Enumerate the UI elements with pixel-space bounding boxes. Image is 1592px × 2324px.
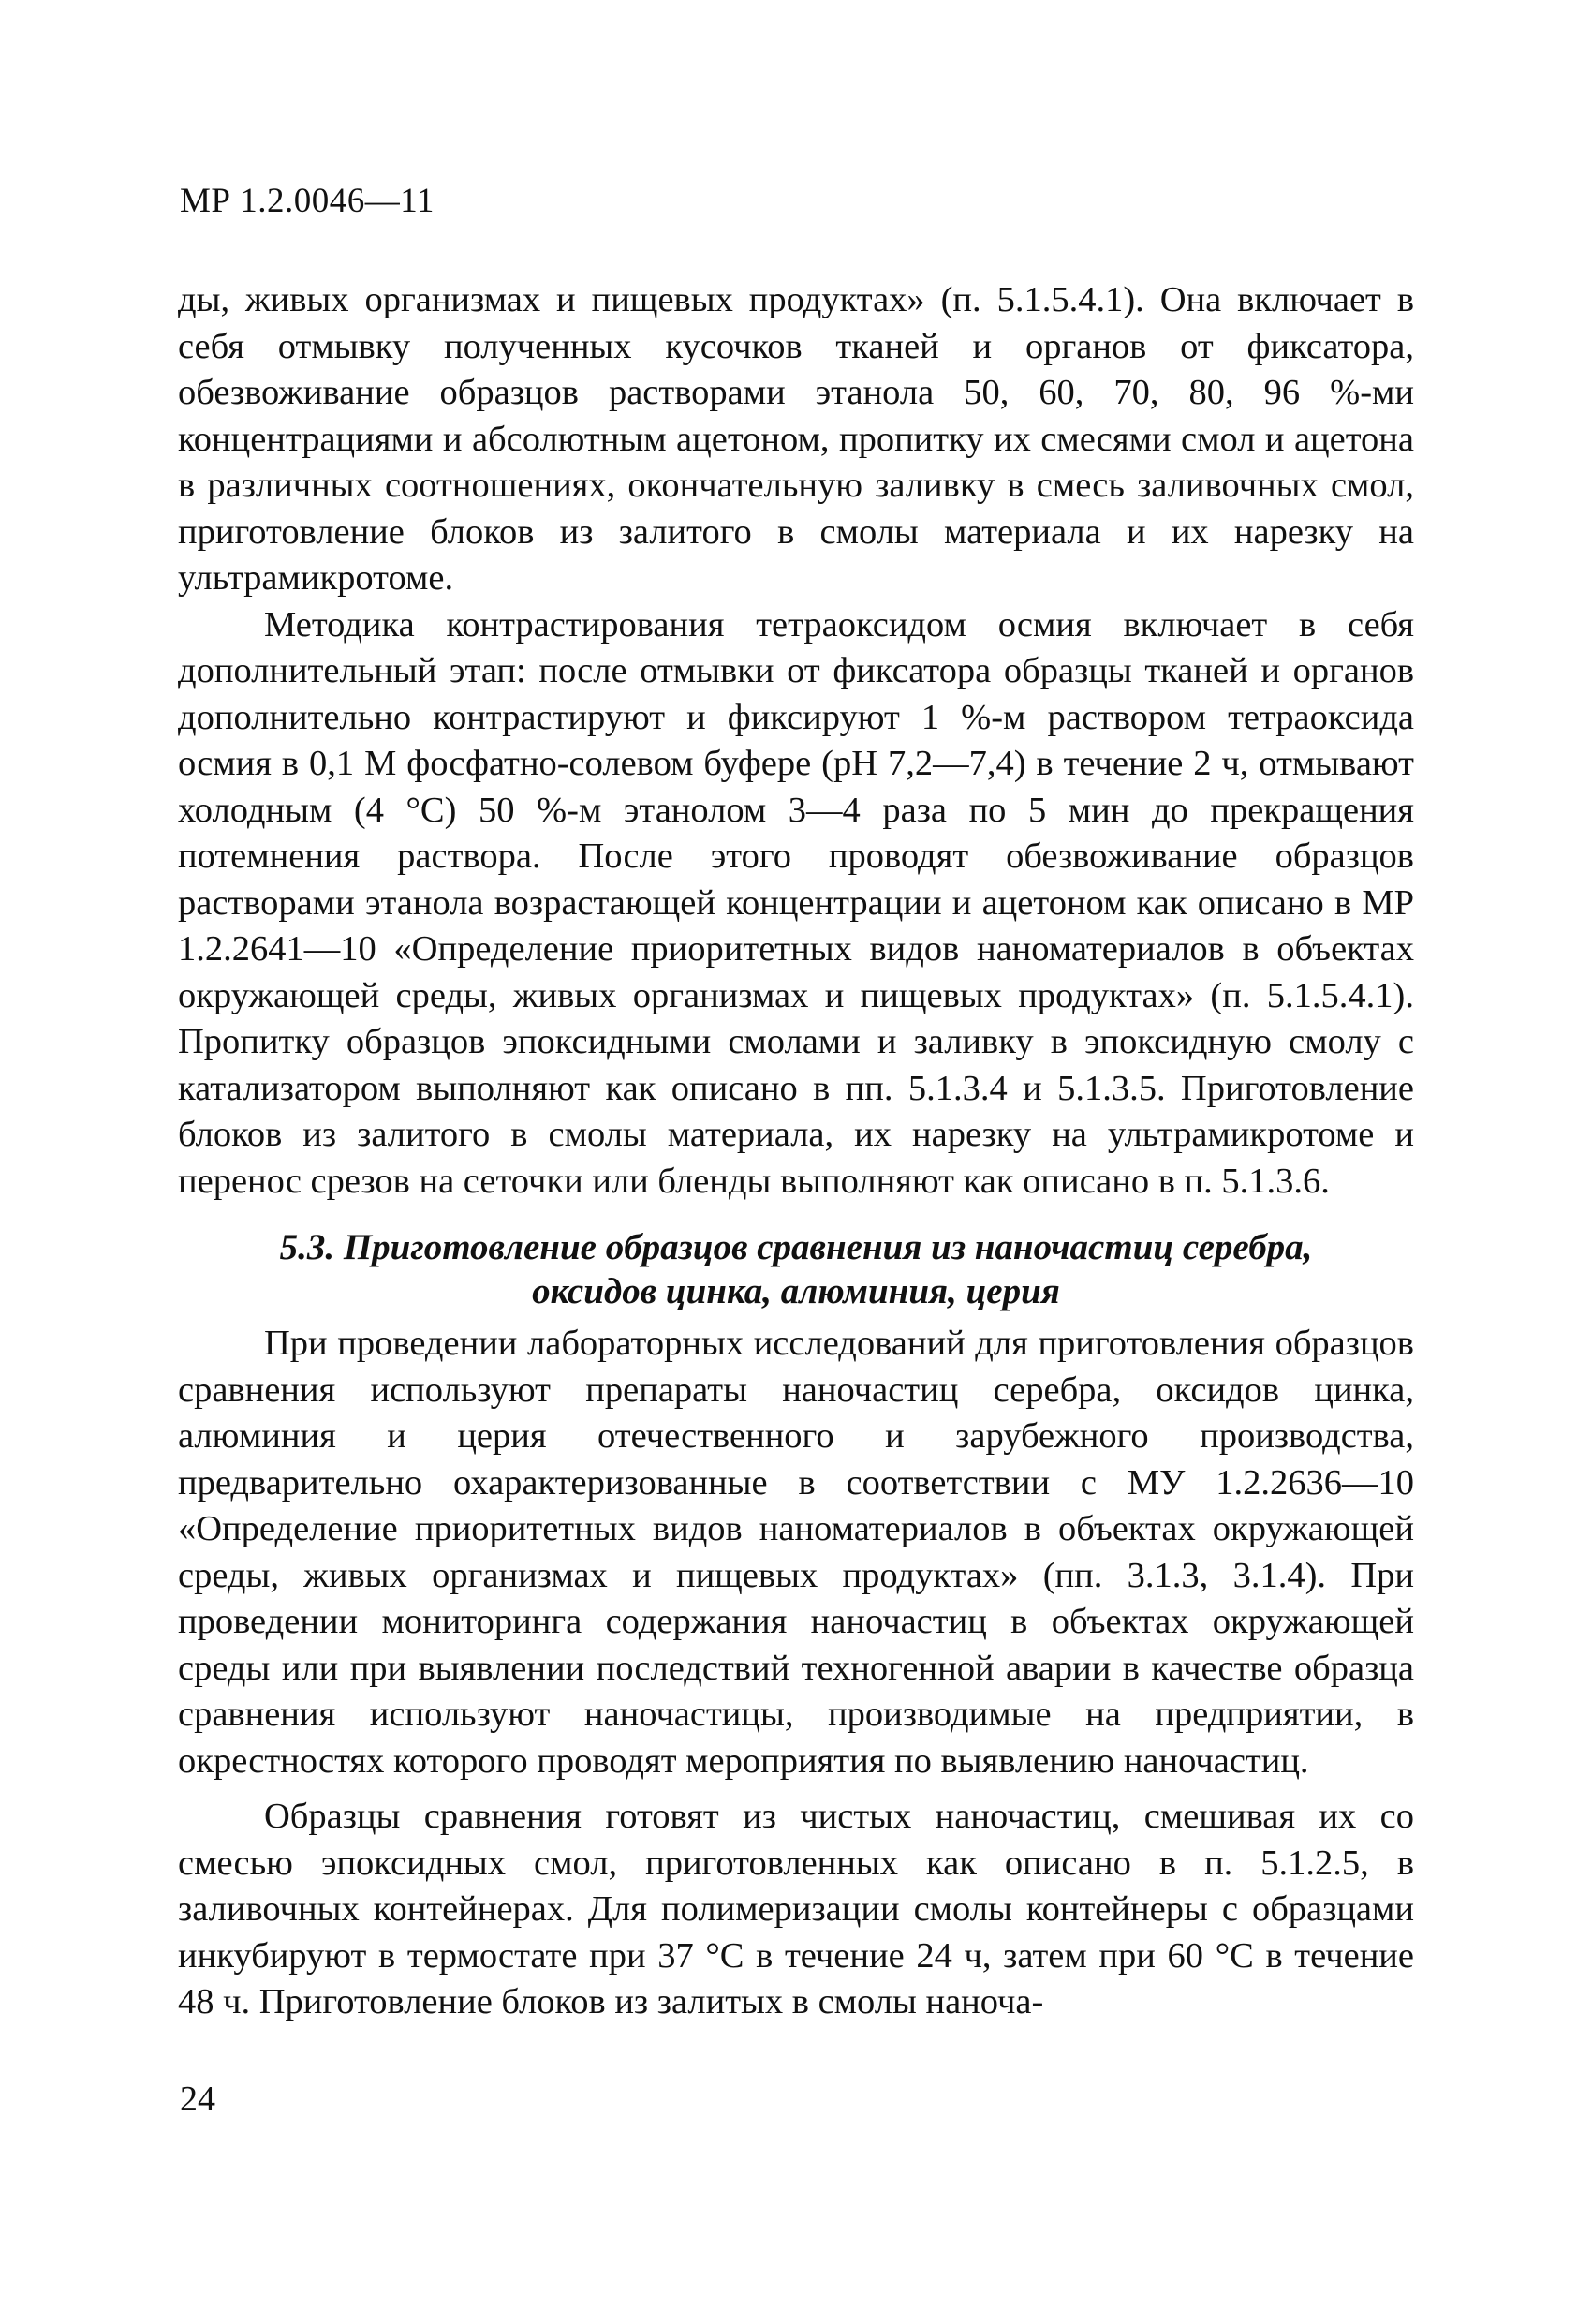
paragraph-sample-preparation: Образцы сравнения готовят из чистых наночастиц, смешивая их со смесью эпоксидных смол, приготовленных как описано в п. 5.1.2.5, в заливочных контейнерах. Для полимеризации смолы контейнеры с образцами инкубируют в термостате при 37 °C в течение 24 ч, затем при 60 °C в течение 48 ч. Приготовление блоков из залитых в смолы наноча- <box>178 1797 1414 2021</box>
document-header: МР 1.2.0046—11 <box>180 182 435 220</box>
section-heading-line-2: оксидов цинка, алюминия, церия <box>532 1271 1060 1311</box>
section-heading <box>178 1225 1414 1313</box>
page-number: 24 <box>180 2080 215 2119</box>
document-body <box>178 277 1414 2026</box>
section-heading-line-1: 5.3. Приготовление образцов сравнения из наночастиц серебра, <box>279 1227 1313 1267</box>
paragraph-reference-samples: При проведении лабораторных исследований для приготовления образцов сравнения используют препараты наночастиц серебра, оксидов цинка, алюминия и церия отечественного и зарубежного производства, предварительно охарактеризованные в соответствии с МУ 1.2.2636—10 «Определение приоритетных видов наноматериалов в объектах окружающей среды, живых организмах и пищевых продуктах» (пп. 3.1.3, 3.1.4). При проведении мониторинга содержания наночастиц в объектах окружающей среды или при выявлении последствий техногенной аварии в качестве образца сравнения используют наночастицы, производимые на предприятии, в окрестностях которого проводят мероприятия по выявлению наночастиц. <box>178 1324 1414 1781</box>
paragraph-osmium-method: Методика контрастирования тетраоксидом осмия включает в себя дополнительный этап: после отмывки от фиксатора образцы тканей и органов дополнительно контрастируют и фиксируют 1 %-м раствором тетраоксида осмия в 0,1 М фосфатно-солевом буфере (pH 7,2—7,4) в течение 2 ч, отмывают холодным (4 °C) 50 %-м этанолом 3—4 раза по 5 мин до прекращения потемнения раствора. После этого проводят обезвоживание образцов растворами этанола возрастающей концентрации и ацетоном как описано в МР 1.2.2641—10 «Определение приоритетных видов наноматериалов в объектах окружающей среды, живых организмах и пищевых продуктах» (п. 5.1.5.4.1). Пропитку образцов эпоксидными смолами и заливку в эпоксидную смолу с катализатором выполняют как описано в пп. 5.1.3.4 и 5.1.3.5. Приготовление блоков из залитого в смолы материала, их нарезку на ультрамикротоме и перенос срезов на сеточки или бленды выполняют как описано в п. 5.1.3.6. <box>178 604 1414 1201</box>
paragraph-continuation: ды, живых организмах и пищевых продуктах» (п. 5.1.5.4.1). Она включает в себя отмывку полученных кусочков тканей и органов от фиксатора, обезвоживание образцов растворами этанола 50, 60, 70, 80, 96 %-ми концентрациями и абсолютным ацетоном, пропитку их смесями смол и ацетона в различных соотношениях, окончательную заливку в смесь заливочных смол, приготовление блоков из залитого в смолы материала и их нарезку на ультрамикротоме. <box>178 280 1414 598</box>
